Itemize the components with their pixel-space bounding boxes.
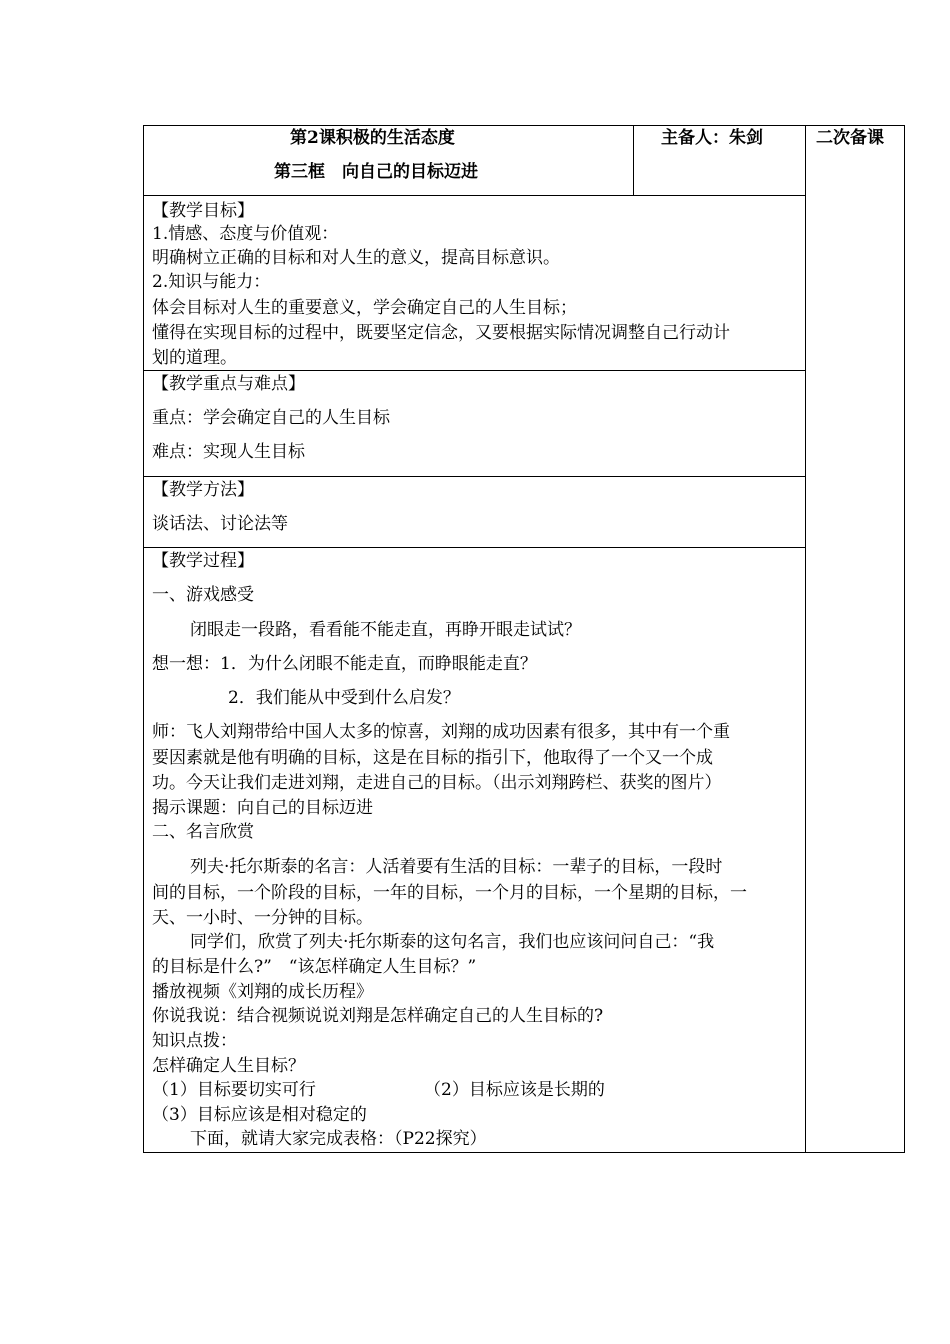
keypoints-heading: 【教学重点与难点】 [152, 374, 305, 394]
side-column-divider [805, 125, 806, 1153]
process-line: （3）目标应该是相对稳定的 [152, 1105, 367, 1125]
process-line: 2．我们能从中受到什么启发？ [228, 688, 460, 708]
process-line: 间的目标，一个阶段的目标，一年的目标，一个月的目标，一个星期的目标，一 [152, 883, 747, 903]
section-title: 第三框 向自己的目标迈进 [274, 162, 478, 182]
process-line: 闭眼走一段路，看看能不能走直，再睁开眼走试试？ [190, 620, 581, 640]
preparer-divider [633, 125, 634, 196]
process-line: （2）目标应该是长期的 [424, 1080, 605, 1100]
objectives-line: 体会目标对人生的重要意义，学会确定自己的人生目标； [152, 298, 577, 318]
objectives-line: 1.情感、态度与价值观： [152, 224, 339, 244]
objectives-line: 2.知识与能力： [152, 272, 271, 292]
process-line: 功。今天让我们走进刘翔，走进自己的目标。（出示刘翔跨栏、获奖的图片） [152, 773, 722, 793]
process-line: 师：飞人刘翔带给中国人太多的惊喜，刘翔的成功因素有很多，其中有一个重 [152, 722, 730, 742]
objectives-line: 懂得在实现目标的过程中，既要坚定信念，又要根据实际情况调整自己行动计 [152, 323, 730, 343]
header-bottom-border [143, 195, 805, 196]
difficulty-text: 难点：实现人生目标 [152, 442, 305, 462]
process-line: 想一想：1．为什么闭眼不能走直，而睁眼能走直？ [152, 654, 537, 674]
process-line: 一、游戏感受 [152, 585, 254, 605]
process-line: 的目标是什么?” “该怎样确定人生目标？” [152, 957, 477, 977]
process-line: 二、名言欣赏 [152, 822, 254, 842]
process-line: 播放视频《刘翔的成长历程》 [152, 982, 373, 1002]
process-line: 列夫·托尔斯泰的名言：人活着要有生活的目标：一辈子的目标，一段时 [190, 857, 723, 877]
second-prep-label: 二次备课 [816, 128, 884, 148]
process-line: 揭示课题：向自己的目标迈进 [152, 798, 373, 818]
process-line: 怎样确定人生目标？ [152, 1056, 305, 1076]
keypoints-bottom-border [143, 476, 805, 477]
objectives-heading: 【教学目标】 [152, 201, 254, 221]
preparer-label: 主备人：朱剑 [661, 128, 763, 148]
objectives-line: 明确树立正确的目标和对人生的意义，提高目标意识。 [152, 248, 560, 268]
process-line: 知识点拨： [152, 1031, 237, 1051]
table-bottom-border [143, 1152, 905, 1153]
objectives-line: 划的道理。 [152, 348, 237, 368]
methods-bottom-border [143, 547, 805, 548]
lesson-title: 第2课积极的生活态度 [290, 128, 455, 148]
process-heading: 【教学过程】 [152, 551, 254, 571]
methods-text: 谈话法、讨论法等 [152, 514, 288, 534]
table-left-border [143, 125, 144, 1153]
objectives-bottom-border [143, 370, 805, 371]
process-line: 要因素就是他有明确的目标，这是在目标的指引下，他取得了一个又一个成 [152, 748, 713, 768]
table-top-border [143, 125, 905, 126]
methods-heading: 【教学方法】 [152, 480, 254, 500]
table-right-border [904, 125, 905, 1153]
process-line: 天、一小时、一分钟的目标。 [152, 908, 373, 928]
keypoint-text: 重点：学会确定自己的人生目标 [152, 408, 390, 428]
process-line: （1）目标要切实可行 [152, 1080, 316, 1100]
process-line: 同学们，欣赏了列夫·托尔斯泰的这句名言，我们也应该问问自己：“我 [190, 932, 715, 952]
process-line: 你说我说：结合视频说说刘翔是怎样确定自己的人生目标的? [152, 1006, 604, 1026]
process-line: 下面，就请大家完成表格：（P22探究） [190, 1129, 487, 1149]
